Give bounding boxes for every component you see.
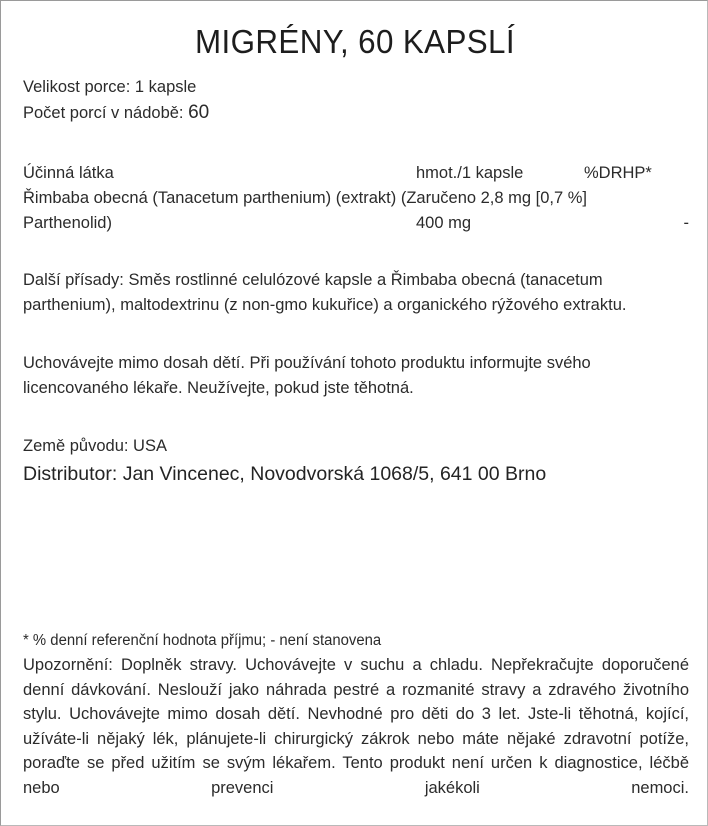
doctor-warning-paragraph: Uchovávejte mimo dosah dětí. Při používání tohoto produktu informujte svého licencovaného lékaře. Neužívejte, pokud jste těhotná. <box>23 354 591 397</box>
table-row <box>23 186 687 211</box>
ingredient-amount: 400 mg <box>416 214 472 232</box>
other-ingredients-paragraph: Další přísady: Směs rostlinné celulózové kapsle a Řimbaba obecná (tanacetum parthenium), maltodextrinu (z non-gmo kukuřice) a organického rýžového extraktu. <box>23 271 627 314</box>
servings-per-container-line <box>23 100 687 126</box>
ingredient-daily-value: - <box>683 214 689 232</box>
header-ingredient-name: Účinná látka <box>23 164 114 182</box>
country-of-origin: Země původu: USA <box>23 437 167 455</box>
header-daily-value: %DRHP* <box>584 164 652 182</box>
ingredient-name: Řimbaba obecná (Tanacetum parthenium) (extrakt) (Zaručeno 2,8 mg [0,7 %] <box>23 189 588 207</box>
product-title: MIGRÉNY, 60 KAPSLÍ <box>195 23 515 60</box>
table-header-row <box>23 161 687 186</box>
distributor-line: Distributor: Jan Vincenec, Novodvorská 1068/5, 641 00 Brno <box>23 463 547 485</box>
origin-and-distributor <box>23 434 687 488</box>
servings-per-container-label: Počet porcí v nádobě: <box>23 104 189 122</box>
daily-value-footnote: * % denní referenční hodnota příjmu; - není stanovena <box>23 632 382 649</box>
servings-per-container-value: 60 <box>188 102 210 123</box>
caution-paragraph: Upozornění: Doplněk stravy. Uchovávejte v suchu a chladu. Nepřekračujte doporučené denní dávkování. Neslouží jako náhrada pestré a rozmanité stravy a zdravého životního stylu. Uchovávejte mimo dosah dětí. Nevhodné pro děti do 3 let. Jste-li těhotná, kojící, užíváte-li nějaký lék, plánujete-li chirurgický zákrok nebo máte nějaké zdravotní potíže, poraďte se před užitím se svým lékařem. Tento produkt není určen k diagnostice, léčbě nebo prevenci jakékoli nemoci. <box>23 656 689 797</box>
serving-size-line: Velikost porce: 1 kapsle <box>23 78 197 96</box>
supplement-facts-table <box>23 161 687 236</box>
ingredient-name-continued: Parthenolid) <box>23 214 112 232</box>
table-row <box>23 211 687 236</box>
header-amount-per-capsule: hmot./1 kapsle <box>416 164 524 182</box>
serving-information <box>23 75 687 126</box>
footnote-and-caution <box>23 629 687 826</box>
label-content <box>1 1 707 825</box>
